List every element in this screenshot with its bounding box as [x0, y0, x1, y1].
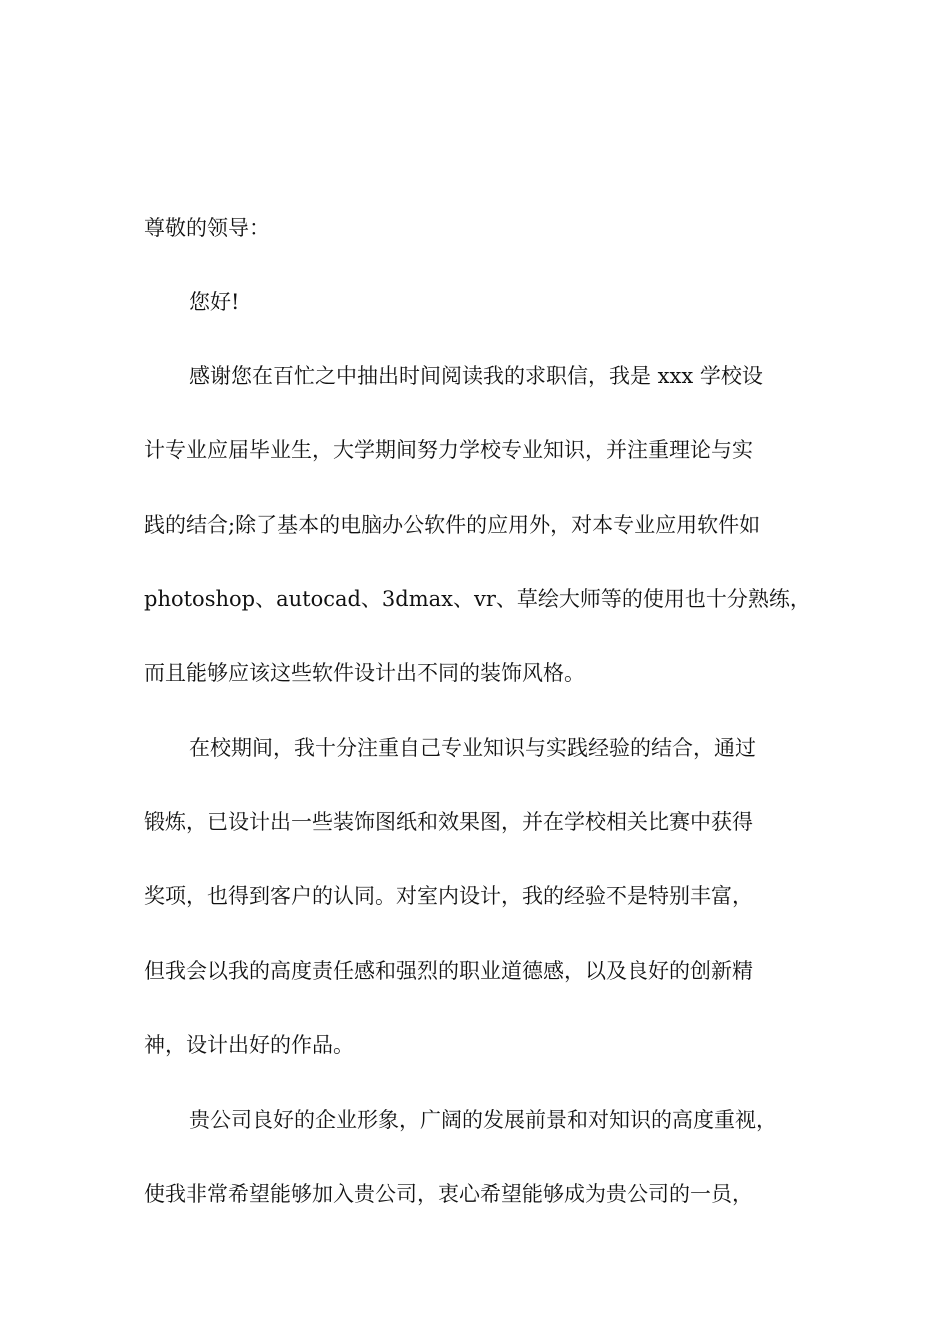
paragraph-1-line-1: 感谢您在百忙之中抽出时间阅读我的求职信，我是 xxx 学校设 — [189, 364, 763, 388]
greeting: 您好! — [189, 290, 240, 314]
paragraph-2-line-4: 但我会以我的高度责任感和强烈的职业道德感，以及良好的创新精 — [144, 959, 753, 983]
paragraph-1-line-5: 而且能够应该这些软件设计出不同的装饰风格。 — [144, 661, 585, 685]
paragraph-3-line-1: 贵公司良好的企业形象，广阔的发展前景和对知识的高度重视， — [189, 1108, 777, 1132]
paragraph-2-line-2: 锻炼，已设计出一些装饰图纸和效果图，并在学校相关比赛中获得 — [144, 810, 753, 834]
paragraph-2-line-3: 奖项，也得到客户的认同。对室内设计，我的经验不是特别丰富， — [144, 884, 753, 908]
paragraph-2-line-5: 神，设计出好的作品。 — [144, 1033, 354, 1057]
paragraph-3-line-2: 使我非常希望能够加入贵公司，衷心希望能够成为贵公司的一员， — [144, 1182, 753, 1206]
paragraph-1-line-3: 践的结合;除了基本的电脑办公软件的应用外，对本专业应用软件如 — [144, 513, 761, 537]
paragraph-2-line-1: 在校期间，我十分注重自己专业知识与实践经验的结合，通过 — [189, 736, 756, 760]
paragraph-1-line-4: photoshop、autocad、3dmax、vr、草绘大师等的使用也十分熟练， — [144, 587, 811, 611]
salutation: 尊敬的领导： — [144, 216, 270, 240]
paragraph-1-line-2: 计专业应届毕业生，大学期间努力学校专业知识，并注重理论与实 — [144, 438, 753, 462]
